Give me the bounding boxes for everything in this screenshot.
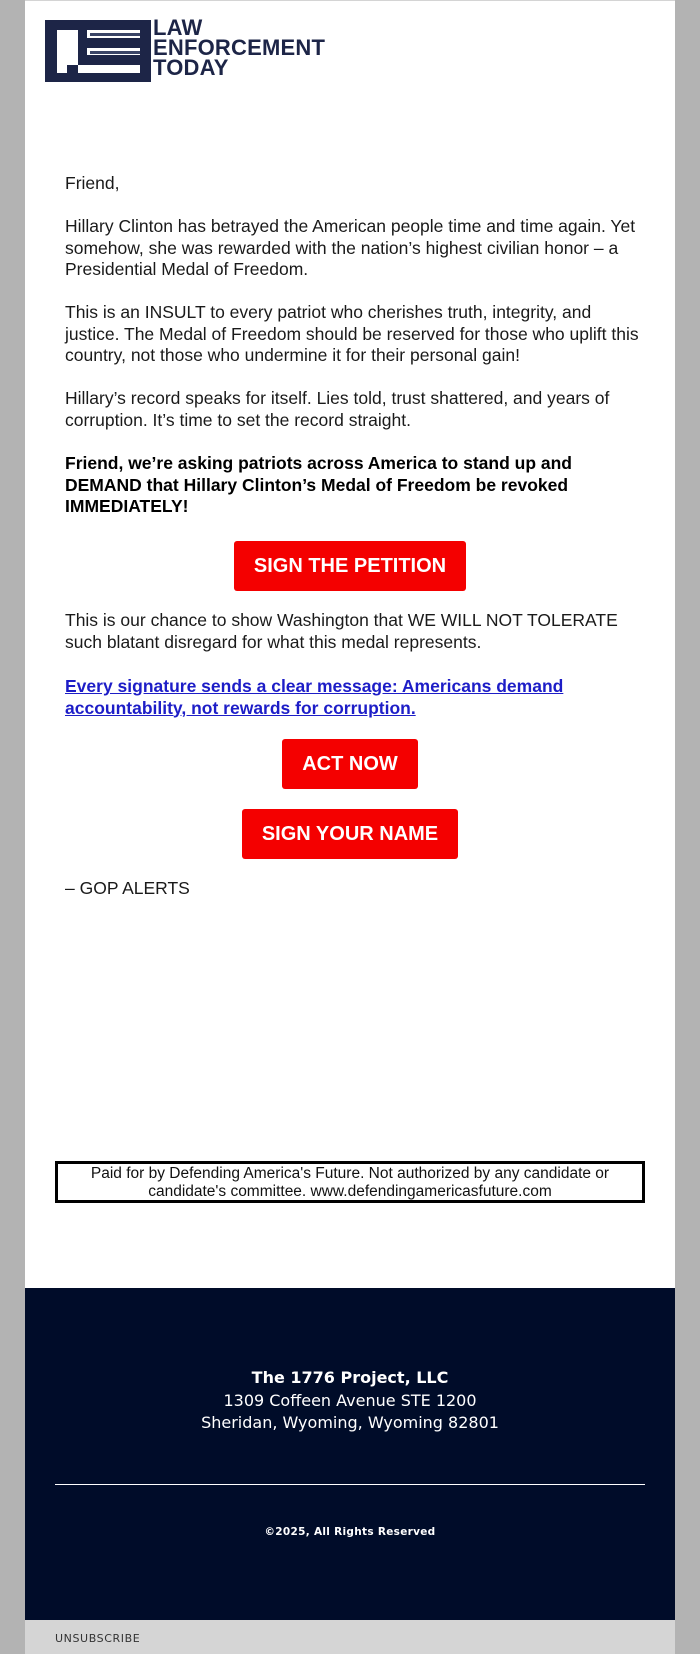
signature-message-link[interactable]: Every signature sends a clear message: Americans demand accountability, not rewards for corruption. [65,676,564,718]
sign-the-petition-label: SIGN THE PETITION [253,555,447,577]
footer [25,1288,675,1620]
act-now-label: ACT NOW [302,753,398,775]
logo-line-law: LAW [153,15,203,40]
law-enforcement-today-logo[interactable] [45,15,365,82]
act-now-button[interactable] [282,739,418,789]
logo-line-today: TODAY [153,55,229,80]
sign-the-petition-button[interactable] [234,541,466,591]
logo-line-enforcement: ENFORCEMENT [153,35,326,60]
paid-for-disclaimer: Paid for by Defending America's Future. Not authorized by any candidate or candidate's committee. www.defendingamericasfuture.com [55,1161,645,1203]
footer-copyright: ©2025, All Rights Reserved [264,1526,436,1538]
unsubscribe-link[interactable]: UNSUBSCRIBE [55,1632,141,1645]
footer-address-line1: 1309 Coffeen Avenue STE 1200 [223,1391,477,1410]
paragraph-chance: This is our chance to show Washington that WE WILL NOT TOLERATE such blatant disregard for what this medal represents. [65,610,618,652]
logo-wordmark [153,15,326,80]
paragraph-demand: Friend, we’re asking patriots across America to stand up and DEMAND that Hillary Clinton’s Medal of Freedom be revoked IMMEDIATELY! [65,453,572,516]
paragraph-insult: This is an INSULT to every patriot who cherishes truth, integrity, and justice. The Medal of Freedom should be reserved for those who uplift this country, not those who undermine it for their personal gain! [65,302,639,365]
footer-company: The 1776 Project, LLC [251,1368,449,1387]
sign-your-name-label: SIGN YOUR NAME [261,823,439,845]
greeting: Friend, [65,173,120,193]
paragraph-record: Hillary’s record speaks for itself. Lies told, trust shattered, and years of corruption. It’s time to set the record straight. [65,388,610,430]
footer-address-line2: Sheridan, Wyoming, Wyoming 82801 [201,1413,499,1432]
let-logo-mark-icon [45,20,151,82]
signoff: – GOP ALERTS [65,878,190,898]
sign-your-name-button[interactable] [242,809,458,859]
paragraph-betrayed: Hillary Clinton has betrayed the American people time and time again. Yet somehow, she was rewarded with the nation’s highest civilian honor – a Presidential Medal of Freedom. [65,216,636,279]
footer-divider [55,1484,645,1485]
unsubscribe-bar [25,1620,675,1654]
